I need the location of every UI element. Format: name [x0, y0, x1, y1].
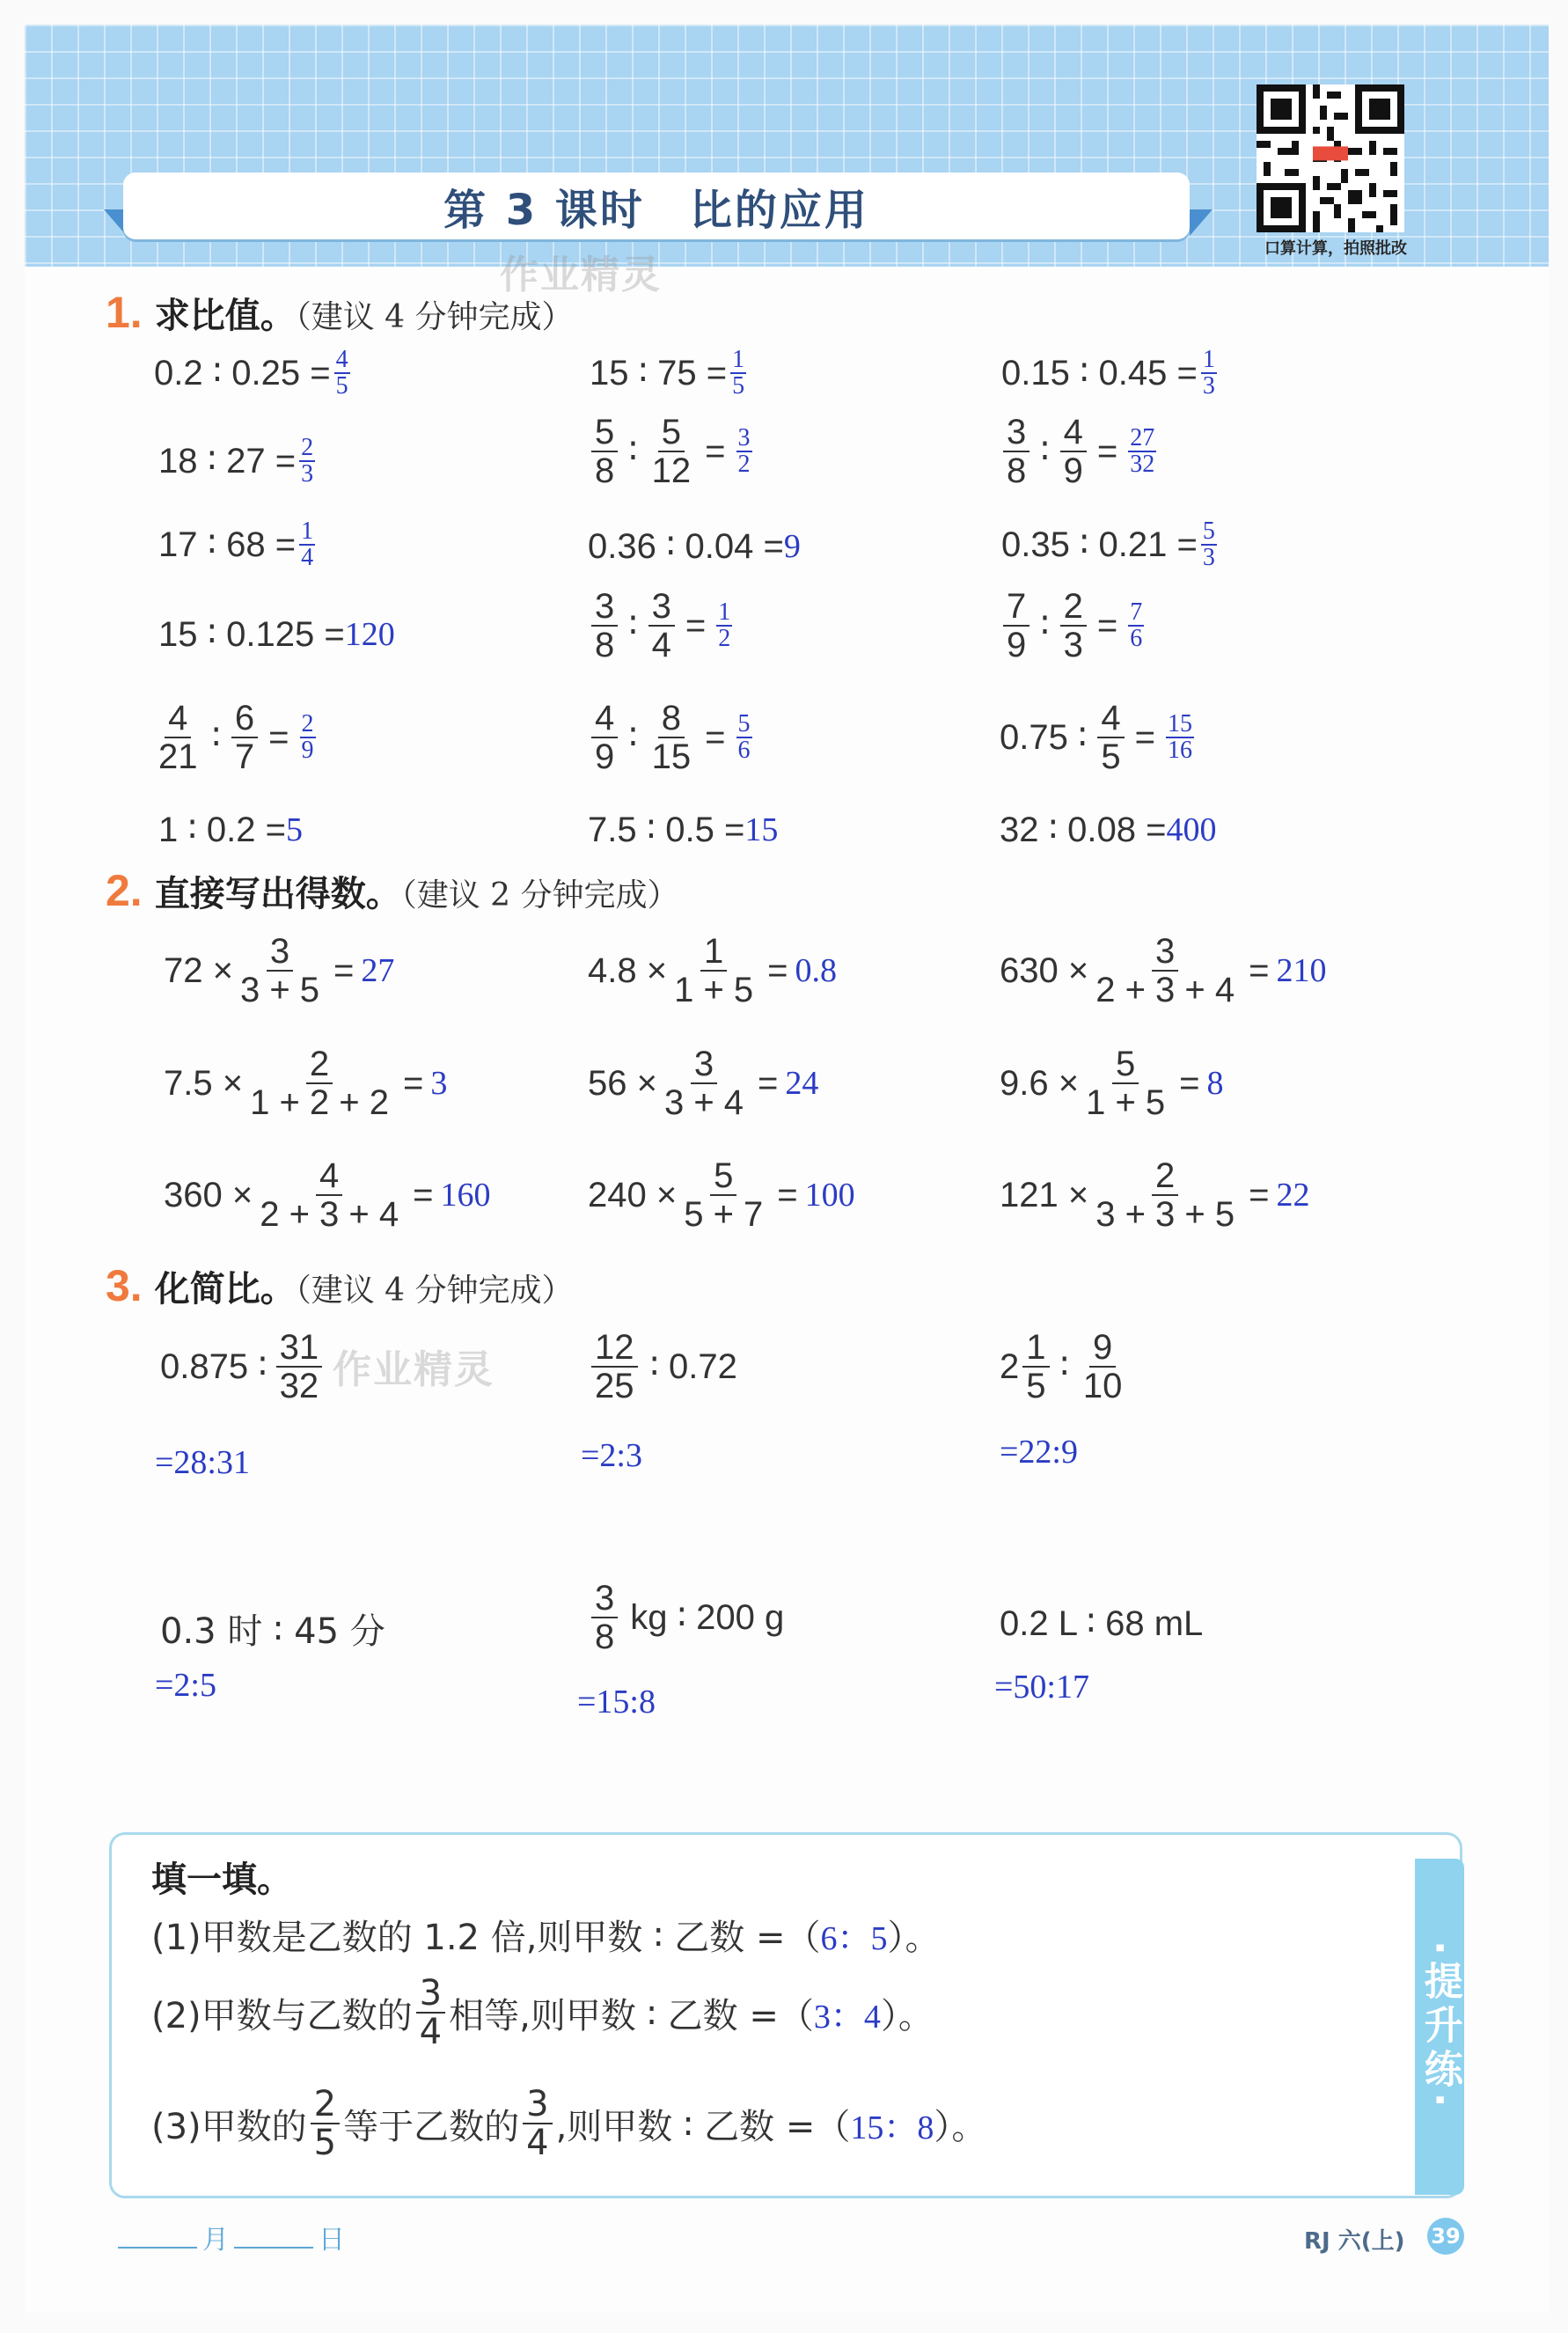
s1-r3c2: 0.36 ∶ 0.04 = 9: [588, 527, 801, 566]
s1-r4c1: 15 ∶ 0.125 = 120: [158, 615, 395, 654]
s2-r2c1: 7.5 × $\frac{2}{1 + 2 + 2}$ = 3: [164, 1045, 448, 1122]
s1-r3c1: 17 ∶ 68 = $\frac{1}{4}$: [158, 517, 314, 571]
watermark-2: 作业精灵: [333, 1347, 495, 1392]
s1-r6c2: 7.5 ∶ 0.5 = 15: [588, 811, 779, 849]
s3-q4-answer: =2:5: [155, 1667, 216, 1704]
s1-r1c1: 0.2 ∶ 0.25 = $\frac{4}{5}$: [154, 346, 348, 400]
footer-date: 月 日: [113, 2218, 345, 2256]
s3-q1-answer: =28:31: [155, 1444, 250, 1481]
s1-r4c3: $\frac{7}{9}$ ∶ $\frac{2}{3}$ = $\frac{7}{6}$: [1000, 588, 1144, 664]
s1-r6c3: 32 ∶ 0.08 = 400: [1000, 811, 1217, 849]
s2-r2c2: 56 × $\frac{3}{3 + 4}$ = 24: [588, 1045, 819, 1122]
s3-q2: $\frac{12}{25}$ ∶ 0.72: [588, 1329, 737, 1405]
s2-r3c2: 240 × $\frac{5}{5 + 7}$ = 100: [588, 1156, 855, 1234]
s3-q6: 0.2 L ∶ 68 mL: [1000, 1604, 1204, 1643]
s2-r3c1: 360 × $\frac{4}{2 + 3 + 4}$ = 160: [164, 1156, 491, 1234]
page-number: 39: [1427, 2218, 1464, 2255]
s2-r2c3: 9.6 × $\frac{5}{1 + 5}$ = 8: [1000, 1045, 1224, 1122]
s2-r1c1: 72 × $\frac{3}{3 + 5}$ = 27: [164, 932, 395, 1009]
s3-q3: 2 $\frac{1}{5}$ ∶ $\frac{9}{10}$: [1000, 1328, 1123, 1405]
qr-code[interactable]: [1257, 84, 1404, 232]
section-3-title: 3. 化简比。（建议 4 分钟完成）: [106, 1261, 574, 1310]
s1-r2c2: $\frac{5}{8}$ ∶ $\frac{5}{12}$ = $\frac{3}{2}$: [588, 414, 752, 489]
ribbon-tail-right: [1190, 209, 1213, 236]
qr-code-icon: [1257, 84, 1404, 232]
s1-r2c3: $\frac{3}{8}$ ∶ $\frac{4}{9}$ = $\frac{27}{32}$: [1000, 414, 1156, 489]
s3-q5-answer: =15:8: [577, 1684, 656, 1720]
title-ribbon: [123, 172, 1190, 239]
fill-line-3: (3)甲数的 $\frac{2}{5}$ 等于乙数的 $\frac{3}{4}$ ,则甲数 ∶ 乙数 =（ 15：8 ）。: [151, 2084, 987, 2163]
fill-line-1: (1)甲数是乙数的 1.2 倍,则甲数 ∶ 乙数 =（ 6：5 ）。: [151, 1918, 941, 1958]
s2-r1c2: 4.8 × $\frac{1}{1 + 5}$ = 0.8: [588, 932, 838, 1009]
s1-r3c3: 0.35 ∶ 0.21 = $\frac{5}{3}$: [1001, 517, 1215, 571]
s2-r1c3: 630 × $\frac{3}{2 + 3 + 4}$ = 210: [1000, 932, 1327, 1009]
s3-q5: $\frac{3}{8}$ kg ∶ 200 g: [588, 1580, 784, 1655]
edition-code: RJ 六(上): [1304, 2228, 1405, 2255]
s1-r5c1: $\frac{4}{21}$ ∶ $\frac{6}{7}$ = $\frac{2}{9}$: [158, 699, 314, 776]
s1-r5c3: 0.75 ∶ $\frac{4}{5}$ = $\frac{15}{16}$: [1000, 699, 1192, 776]
watermark: 作业精灵: [500, 253, 662, 297]
section-2-title: 2. 直接写出得数。（建议 2 分钟完成）: [106, 866, 679, 915]
section-1-title: 1. 求比值。（建议 4 分钟完成）: [106, 288, 574, 337]
s3-q6-answer: =50:17: [994, 1669, 1089, 1706]
s3-q2-answer: =2:3: [581, 1437, 642, 1474]
s3-q4: 0.3 时 ∶ 45 分: [160, 1611, 385, 1652]
page-title: 第 3 课时 比的应用: [443, 185, 869, 235]
side-tab: ·提升练·: [1415, 1859, 1464, 2195]
s1-r6c1: 1 ∶ 0.2 = 5: [158, 811, 303, 849]
s3-q3-answer: =22:9: [1000, 1434, 1078, 1471]
s2-r3c3: 121 × $\frac{2}{3 + 3 + 5}$ = 22: [1000, 1156, 1310, 1234]
s1-r1c3: 0.15 ∶ 0.45 = $\frac{1}{3}$: [1001, 346, 1215, 400]
s1-r2c1: 18 ∶ 27 = $\frac{2}{3}$: [158, 434, 314, 488]
s3-q1: 0.875 ∶ $\frac{31}{32}$: [160, 1329, 326, 1405]
s1-r5c2: $\frac{4}{9}$ ∶ $\frac{8}{15}$ = $\frac{5}{6}$: [588, 700, 752, 775]
s1-r1c2: 15 ∶ 75 = $\frac{1}{5}$: [590, 346, 745, 400]
box-title: 填一填。: [151, 1860, 292, 1900]
qr-caption: 口算计算，拍照批改: [1264, 239, 1407, 258]
fill-line-2: (2)甲数与乙数的 $\frac{3}{4}$ 相等,则甲数 ∶ 乙数 =（ 3：4 ）。: [151, 1973, 934, 2052]
s1-r4c2: $\frac{3}{8}$ ∶ $\frac{3}{4}$ = $\frac{1}{2}$: [588, 588, 732, 664]
